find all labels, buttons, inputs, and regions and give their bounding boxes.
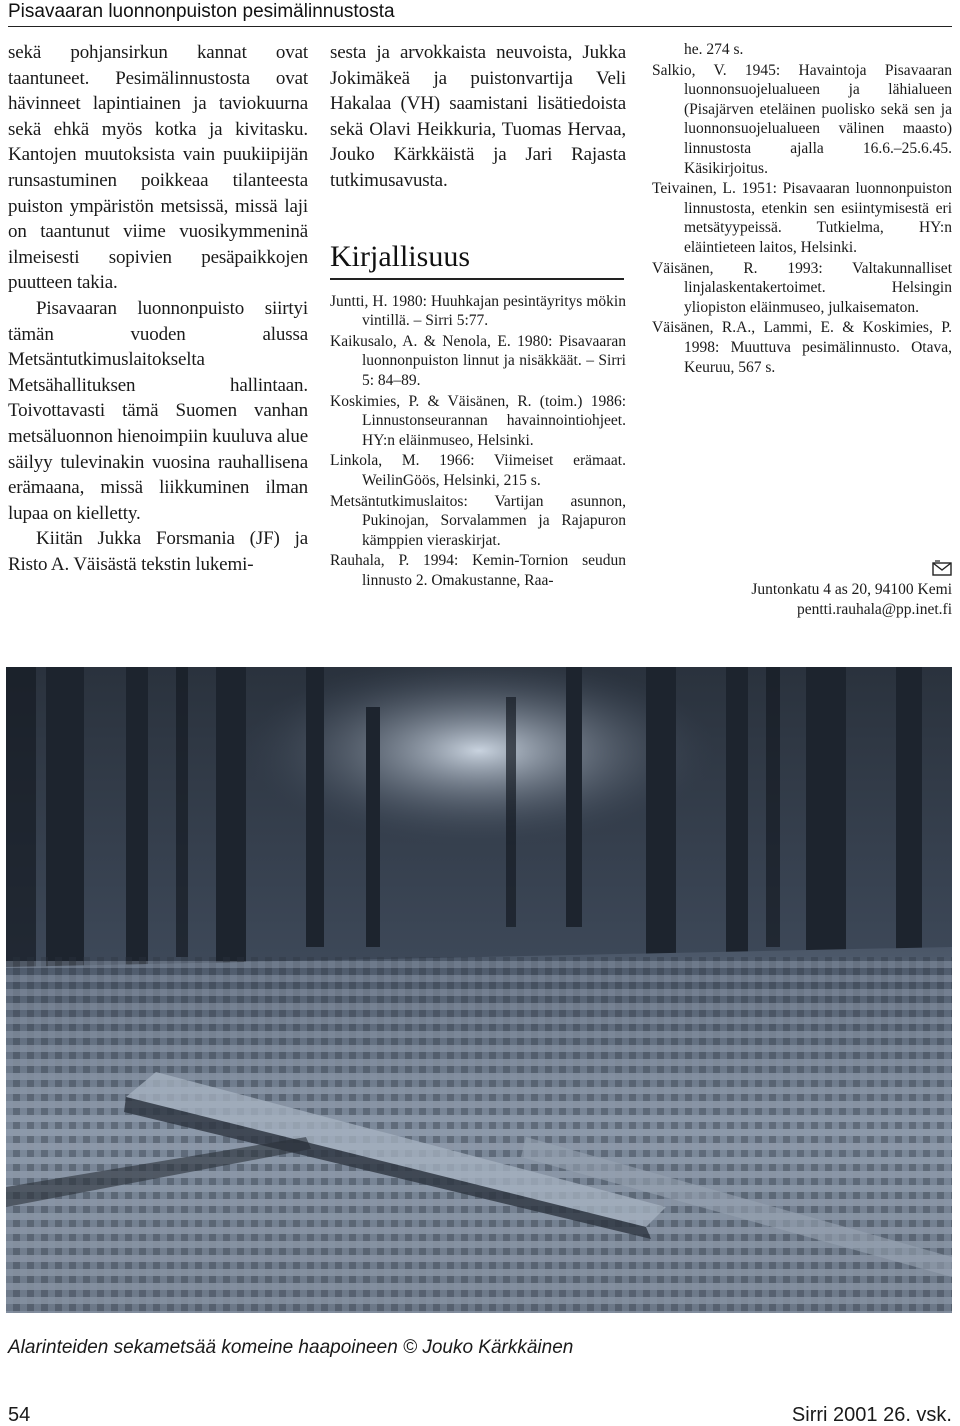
paragraph: Pisavaaran luonnonpuisto siirtyi tämän vuoden alussa Metsäntutkimuslaitokselta Metsähallituksen hallintaan. Toivottavasti tämä Suomen vanhan metsäluonnon hienoimpiin kuuluva alue säilyy tulevinakin vuosina rauhallisena erämaana, missä liikkuminen ilman lupaa on kielletty. (8, 297, 308, 524)
paragraph: Kiitän Jukka Forsmania (JF) ja Risto A. Väisästä tekstin lukemi- (8, 528, 308, 575)
running-head: Pisavaaran luonnonpuiston pesimälinnustosta (8, 0, 952, 27)
paragraph: sekä pohjansirkun kannat ovat taantuneet. Pesimälinnustosta ovat hävinneet lapintiainen ja taviokuurna sekä ehkä myös kotka ja kivitasku. Kantojen muutoksista vain puukiipijän runsastuminen poikkeaa tilanteesta puiston ympäristön metsissä, missä laji on taantunut viime vuosikymmeninä ilmeisesti sopivien pesäpaikkojen puutteen takia. (8, 42, 308, 294)
journal-footer: Sirri 2001 26. vsk. (791, 1404, 952, 1426)
reference-item: Juntti, H. 1980: Huuhkajan pesintäyritys mökin vintillä. – Sirri 5:77. (330, 292, 626, 330)
forest-floor-photo (6, 667, 952, 1313)
reference-item: Koskimies, P. & Väisänen, R. (toim.) 1986: Linnustonseurannan havainnointiohjeet. HY:n eläinmuseo, Helsinki. (330, 392, 626, 449)
text-column-3 (652, 40, 952, 378)
reference-item: Rauhala, P. 1994: Kemin-Tornion seudun linnusto 2. Omakustanne, Raa- (330, 552, 626, 589)
figure-caption: Alarinteiden sekametsää komeine haapoineen © Jouko Kärkkäinen (8, 1337, 574, 1358)
reference-item: Väisänen, R. 1993: Valtakunnalliset linjalaskentakertoimet. Helsingin yliopiston eläinmuseo, julkaisematon. (652, 259, 952, 316)
reference-list-continued (652, 40, 952, 377)
reference-item: Teivainen, L. 1951: Pisavaaran luonnonpuiston linnustosta, etenkin sen esiintymisestä eri metsätyypeissä. Tutkielma, HY:n eläintieteen laitos, Helsinki. (652, 180, 952, 256)
reference-item: Kaikusalo, A. & Nenola, E. 1980: Pisavaaran luonnonpuiston linnut ja nisäkkäät. – Sirri 5: 84–89. (330, 332, 626, 389)
text-column-2 (330, 40, 626, 591)
reference-item: he. 274 s. (684, 41, 744, 58)
email-address: pentti.rauhala@pp.inet.fi (796, 600, 952, 618)
reference-item: Salkio, V. 1945: Havaintoja Pisavaaran luonnonsuojelualueen ja lähialueen (Pisajärven eteläinen puolisko sekä sen ja luonnonsuojelualueen välinen maasto) linnustosta ajalla 16.6.–25.6.45. Käsikirjoitus. (652, 61, 952, 177)
reference-list (330, 292, 626, 591)
reference-item: Väisänen, R.A., Lammi, E. & Koskimies, P. 1998: Muuttuva pesimälinnusto. Otava, Keuruu, 567 s. (652, 319, 952, 376)
reference-item: Metsäntutkimuslaitos: Vartijan asunnon, Pukinojan, Sorvalammen ja Rajapuron kämppien vieraskirjat. (330, 492, 626, 549)
address-line: Juntonkatu 4 as 20, 94100 Kemi (751, 581, 952, 598)
section-title-references: Kirjallisuus (330, 240, 624, 280)
author-address (680, 560, 952, 619)
reference-item: Linkola, M. 1966: Viimeiset erämaat. WeilinGöös, Helsinki, 215 s. (330, 452, 626, 489)
page-number: 54 (8, 1404, 31, 1426)
text-column-1 (8, 40, 308, 577)
envelope-icon (932, 560, 952, 576)
paragraph: sesta ja arvokkaista neuvoista, Jukka Jokimäkeä ja puistonvartija Veli Hakalaa (VH) saamistani lisätiedoista sekä Olavi Heikkuria, Tuomas Hervaa, Jouko Kärkkäistä ja Jari Rajasta tutkimusavusta. (330, 42, 626, 191)
